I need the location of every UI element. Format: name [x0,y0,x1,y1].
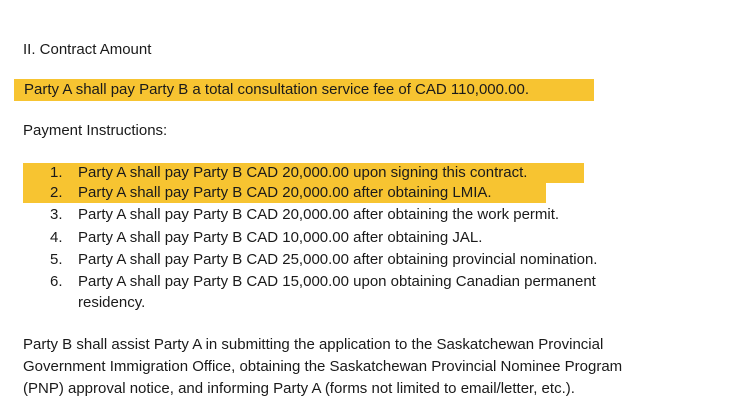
item-text: Party A shall pay Party B CAD 15,000.00 upon obtaining Canadian permanent [78,273,596,290]
item-number: 6. [50,273,63,290]
payment-instructions-title: Payment Instructions: [23,122,168,139]
payment-item-6-continuation: residency. [78,294,146,311]
item-text: Party A shall pay Party B CAD 25,000.00 after obtaining provincial nomination. [78,251,598,268]
item-number: 4. [50,229,63,246]
closing-paragraph-line-2: Government Immigration Office, obtaining the Saskatchewan Provincial Nominee Program [23,358,623,375]
closing-paragraph-line-1: Party B shall assist Party A in submitting the application to the Saskatchewan Provincial [23,336,604,353]
section-title: II. Contract Amount [23,41,152,58]
item-number: 3. [50,206,63,223]
item-text: Party A shall pay Party B CAD 10,000.00 after obtaining JAL. [78,229,483,246]
closing-paragraph-line-3: (PNP) approval notice, and informing Party A (forms not limited to email/letter, etc.). [23,380,575,397]
item-number: 5. [50,251,63,268]
item-number: 2. [50,184,63,201]
item-text: Party A shall pay Party B CAD 20,000.00 upon signing this contract. [78,164,528,181]
fee-sentence: Party A shall pay Party B a total consultation service fee of CAD 110,000.00. [24,81,530,98]
item-number: 1. [50,164,63,181]
item-text: Party A shall pay Party B CAD 20,000.00 after obtaining LMIA. [78,184,492,201]
item-text: Party A shall pay Party B CAD 20,000.00 after obtaining the work permit. [78,206,560,223]
